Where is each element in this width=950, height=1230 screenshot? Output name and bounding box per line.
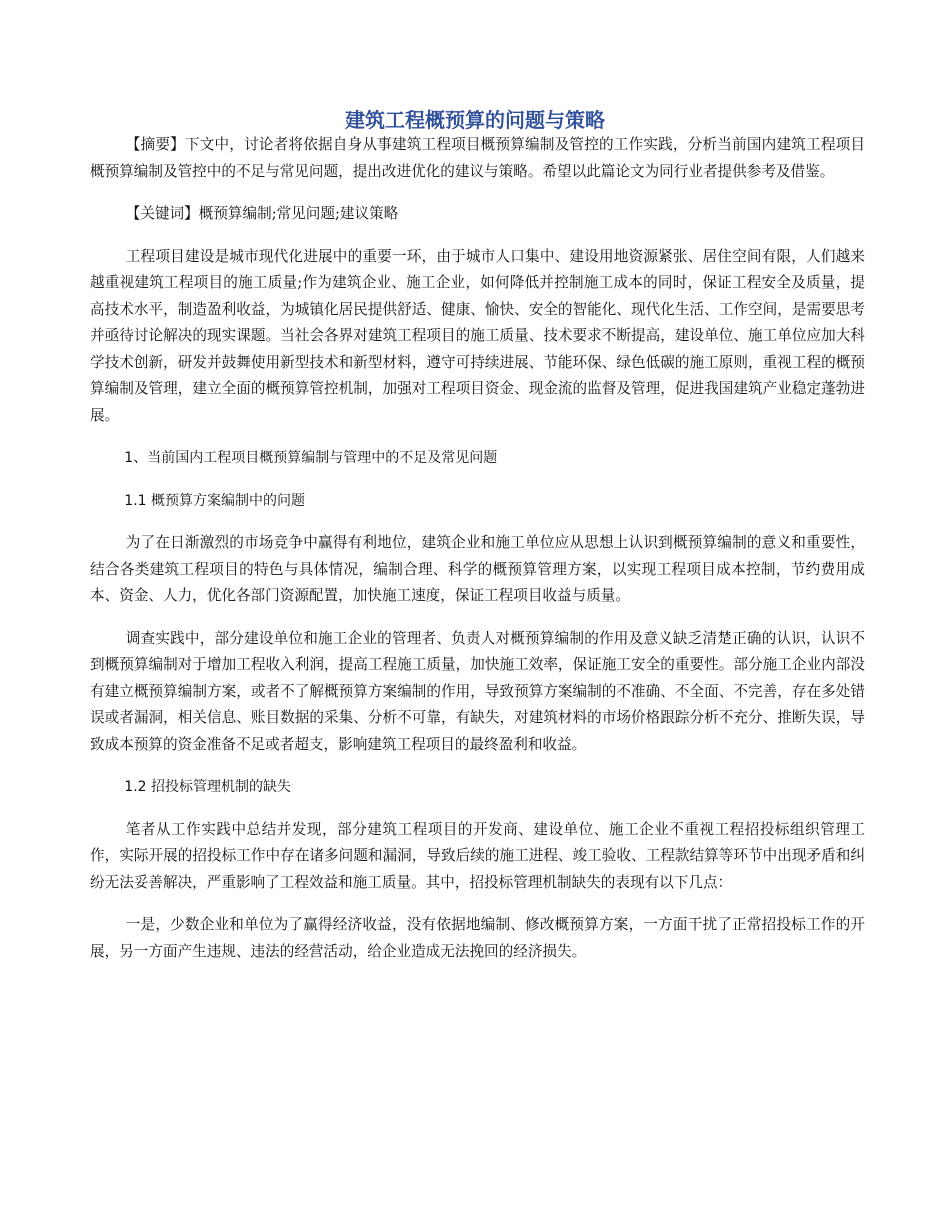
section-1-2-paragraph-1: 笔者从工作实践中总结并发现，部分建筑工程项目的开发商、建设单位、施工企业不重视工程招投标组织管理工作，实际开展的招投标工作中存在诸多问题和漏洞，导致后续的施工进程、竣工验收、工程款结算等环节中出现矛盾和纠纷无法妥善解决，严重影响了工程效益和施工质量。其中，招投标管理机制缺失的表现有以下几点： bbox=[90, 820, 865, 891]
section-1-2-heading: 1.2 招投标管理机制的缺失 bbox=[124, 779, 292, 795]
section-1-heading: 1、当前国内工程项目概预算编制与管理中的不足及常见问题 bbox=[124, 450, 498, 466]
section-1-1-paragraph-1: 为了在日渐激烈的市场竞争中赢得有利地位，建筑企业和施工单位应从思想上认识到概预算编制的意义和重要性，结合各类建筑工程项目的特色与具体情况，编制合理、科学的概预算管理方案，以实现工程项目成本控制，节约费用成本、资金、人力，优化各部门资源配置，加快施工速度，保证工程项目收益与质量。 bbox=[90, 534, 865, 604]
keywords-paragraph: 【关键词】概预算编制;常见问题;建议策略 bbox=[125, 205, 399, 222]
section-1-1-paragraph-2: 调查实践中，部分建设单位和施工企业的管理者、负责人对概预算编制的作用及意义缺乏清楚正确的认识，认识不到概预算编制对于增加工程收入利润，提高工程施工质量，加快施工效率，保证施工安全的重要性。部分施工企业内部没有建立概预算编制方案，或者不了解概预算方案编制的作用，导致预算方案编制的不准确、不全面、不完善，存在多处错误或者漏洞，相关信息、账目数据的采集、分析不可靠，有缺失，对建筑材料的市场价格跟踪分析不充分、推断失误，导致成本预算的资金准备不足或者超支，影响建筑工程项目的最终盈利和收益。 bbox=[90, 629, 865, 753]
section-1-1-heading: 1.1 概预算方案编制中的问题 bbox=[124, 492, 306, 509]
document-body bbox=[90, 132, 865, 965]
document-title: 建筑工程概预算的问题与策略 bbox=[345, 108, 605, 132]
abstract-paragraph: 【摘要】下文中，讨论者将依据自身从事建筑工程项目概预算编制及管控的工作实践，分析当前国内建筑工程项目概预算编制及管控中的不足与常见问题，提出改进优化的建议与策略。希望以此篇论文为同行业者提供参考及借鉴。 bbox=[90, 136, 865, 180]
intro-paragraph: 工程项目建设是城市现代化进展中的重要一环，由于城市人口集中、建设用地资源紧张、居住空间有限，人们越来越重视建筑工程项目的施工质量;作为建筑企业、施工企业，如何降低并控制施工成本的同时，保证工程安全及质量，提高技术水平，制造盈利收益，为城镇化居民提供舒适、健康、愉快、安全的智能化、现代化生活、工作空间，是需要思考并亟待讨论解决的现实课题。当社会各界对建筑工程项目的施工质量、技术要求不断提高，建设单位、施工单位应加大科学技术创新，研发并鼓舞使用新型技术和新型材料，遵守可持续进展、节能环保、绿色低碳的施工原则，重视工程的概预算编制及管理，建立全面的概预算管控机制，加强对工程项目资金、现金流的监督及管理，促进我国建筑产业稳定蓬勃进展。 bbox=[90, 247, 865, 424]
section-1-2-paragraph-2: 一是，少数企业和单位为了赢得经济收益，没有依据地编制、修改概预算方案，一方面干扰了正常招投标工作的开展，另一方面产生违规、违法的经营活动，给企业造成无法挽回的经济损失。 bbox=[90, 916, 865, 960]
